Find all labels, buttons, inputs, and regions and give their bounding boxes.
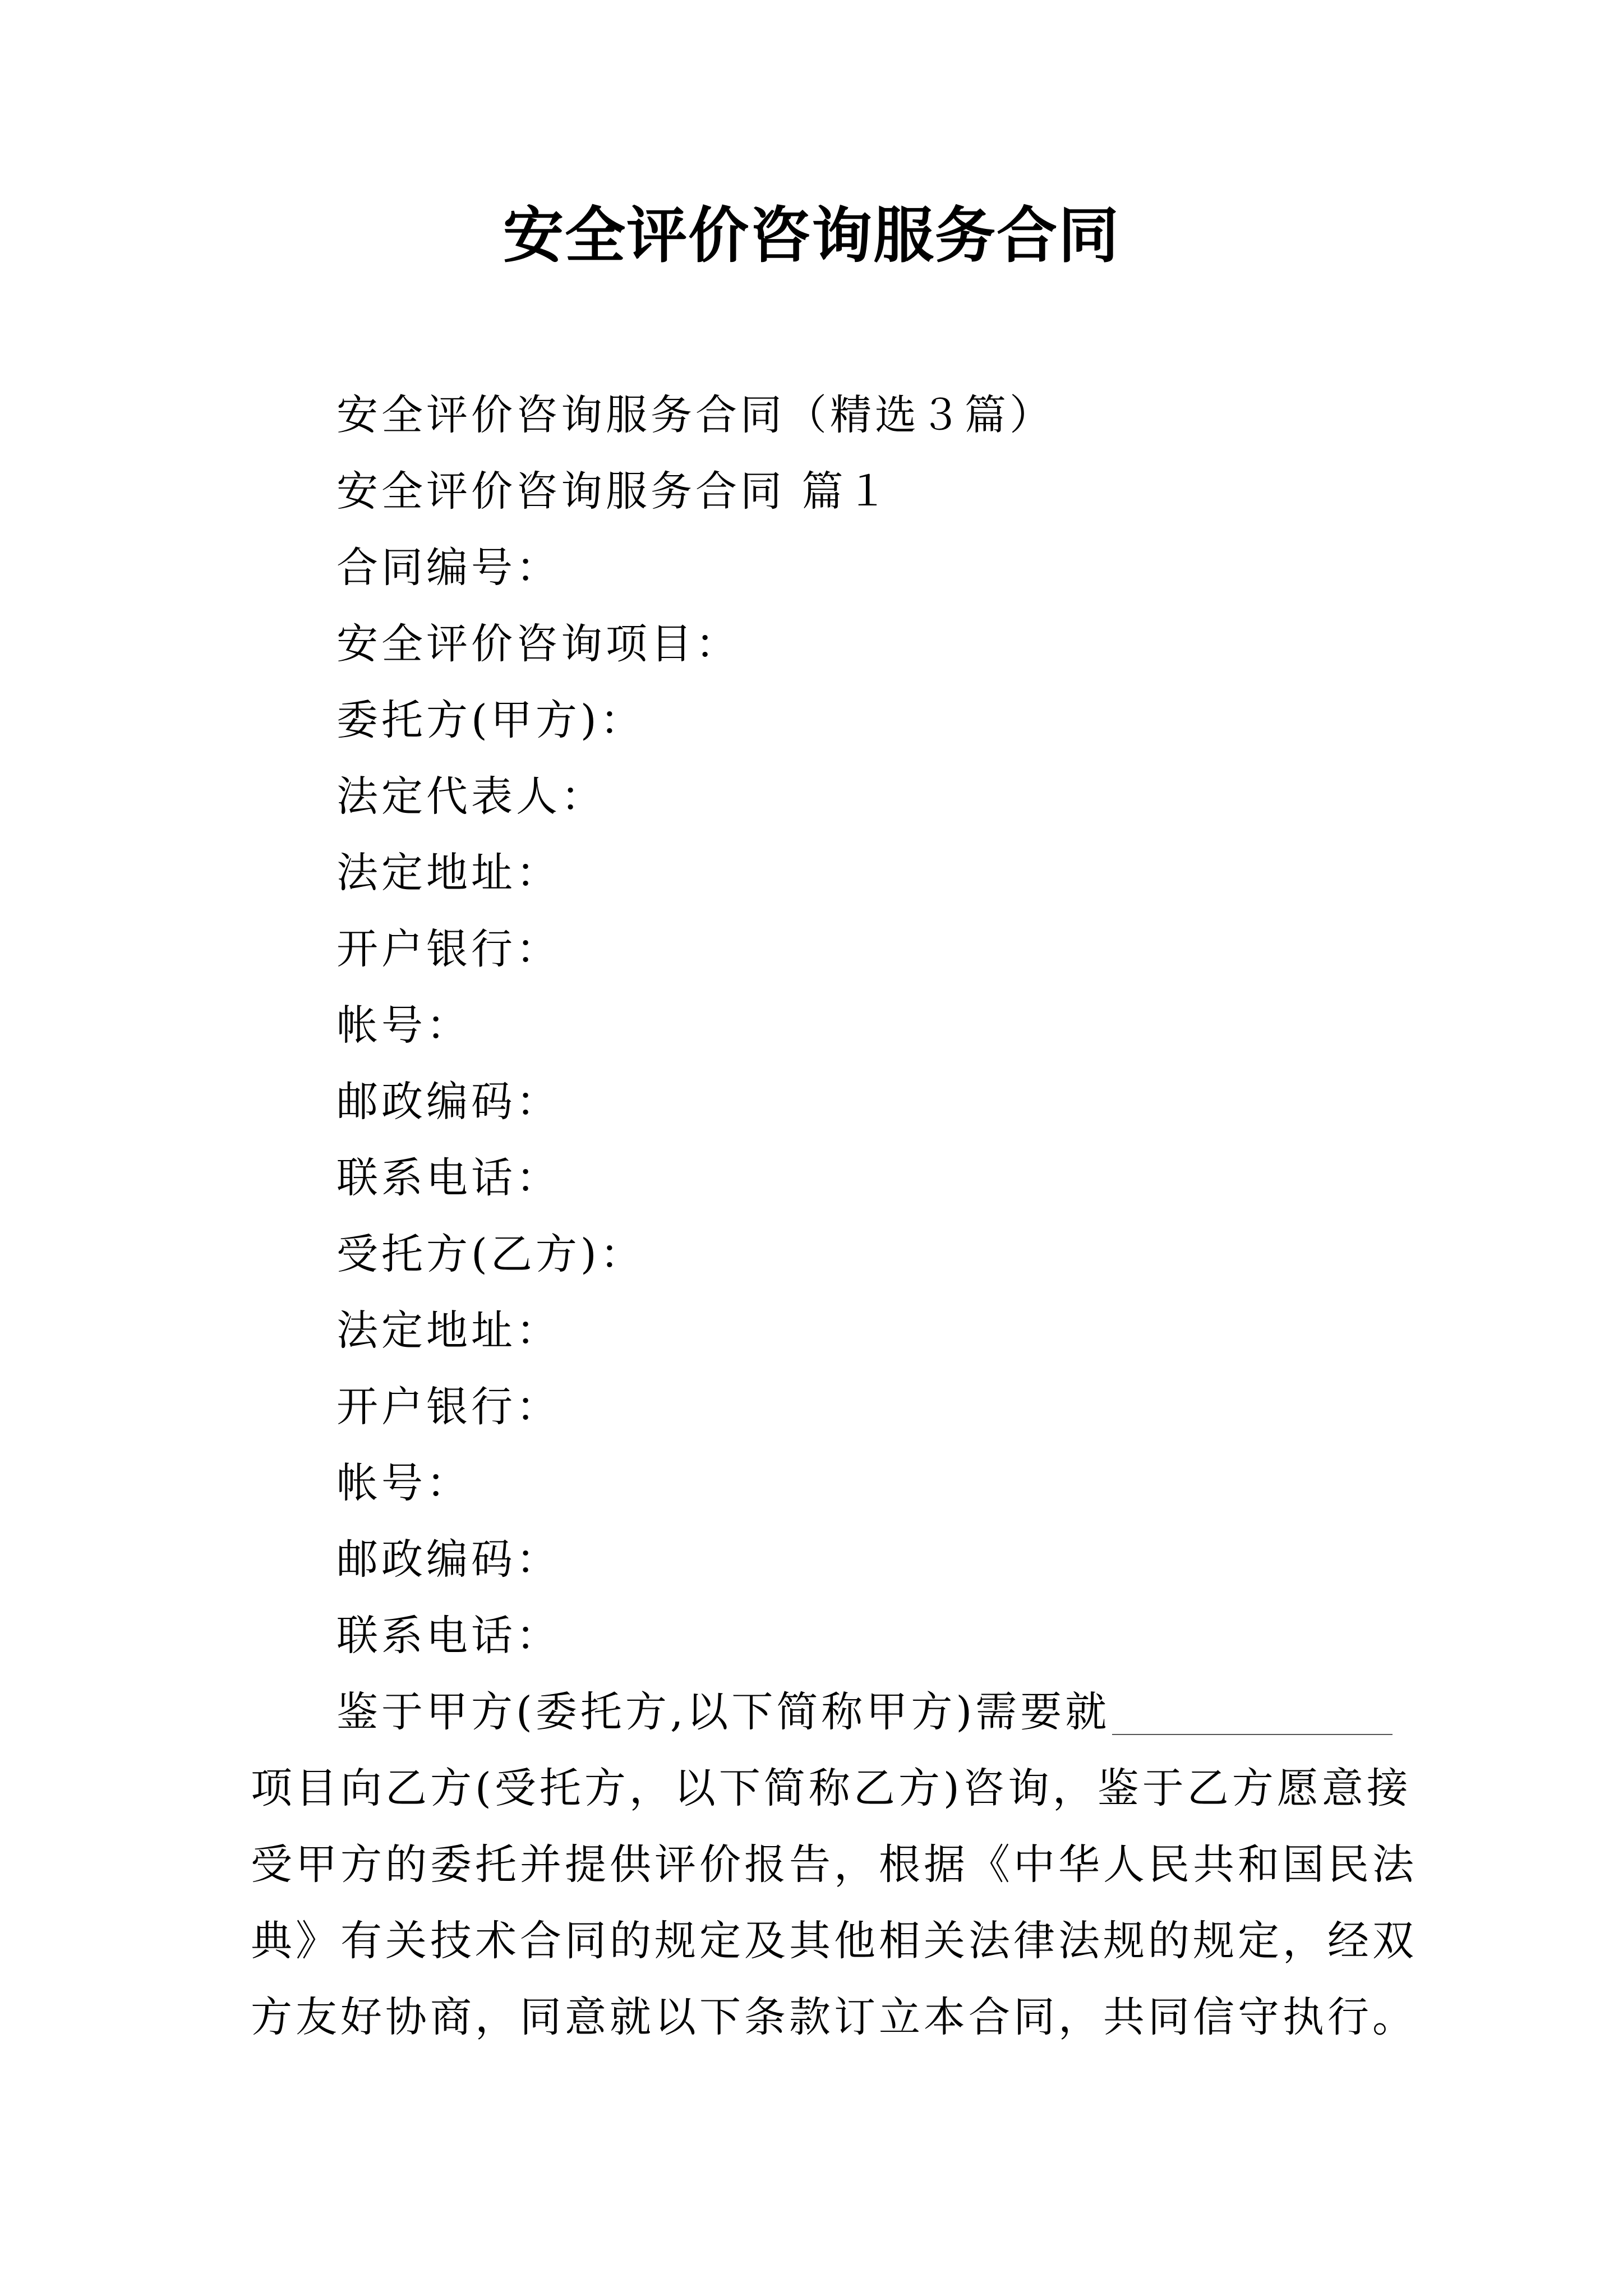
contract-field-list (336, 377, 1054, 1674)
field-line-client-phone: 联系电话： (336, 1154, 561, 1202)
field-line-contractor-postcode: 邮政编码： (336, 1535, 561, 1584)
paragraph-line-text: 鉴于甲方(委托方,以下简称甲方)需要就 (336, 1688, 1110, 1736)
paragraph-line: 项目向乙方(受托方，以下简称乙方)咨询，鉴于乙方愿意接 (251, 1764, 1412, 1812)
field-line-client-bank: 开户银行： (336, 925, 561, 973)
field-line-contractor-account: 帐号： (336, 1459, 471, 1507)
paragraph-line: 典》有关技术合同的规定及其他相关法律法规的规定，经双 (251, 1917, 1417, 1965)
field-line-contract-number: 合同编号： (336, 544, 561, 592)
paragraph-line: 方友好协商，同意就以下条款订立本合同，共同信守执行。 (251, 1993, 1417, 2041)
field-line-section-title: 安全评价咨询服务合同 篇１ (336, 467, 892, 516)
field-line-contractor: 受托方(乙方)： (336, 1230, 645, 1278)
field-line-client: 委托方(甲方)： (336, 696, 645, 744)
field-line-collection-title: 安全评价咨询服务合同（精选３篇） (336, 391, 1054, 439)
field-line-contractor-phone: 联系电话： (336, 1612, 561, 1660)
field-line-client-account: 帐号： (336, 1001, 471, 1050)
document-title: 安全评价咨询服务合同 (502, 200, 1120, 271)
field-line-contractor-address: 法定地址： (336, 1306, 561, 1355)
paragraph-line: 受甲方的委托并提供评价报告，根据《中华人民共和国民法 (251, 1841, 1417, 1889)
project-blank-underline (1112, 1689, 1393, 1735)
field-line-contractor-bank: 开户银行： (336, 1383, 561, 1431)
field-line-project: 安全评价咨询项目： (336, 620, 740, 668)
field-line-client-postcode: 邮政编码： (336, 1078, 561, 1126)
field-line-legal-representative: 法定代表人： (336, 772, 606, 821)
paragraph-line (251, 1674, 1417, 1750)
field-line-client-address: 法定地址： (336, 849, 561, 897)
preamble-paragraph (251, 1674, 1417, 2055)
